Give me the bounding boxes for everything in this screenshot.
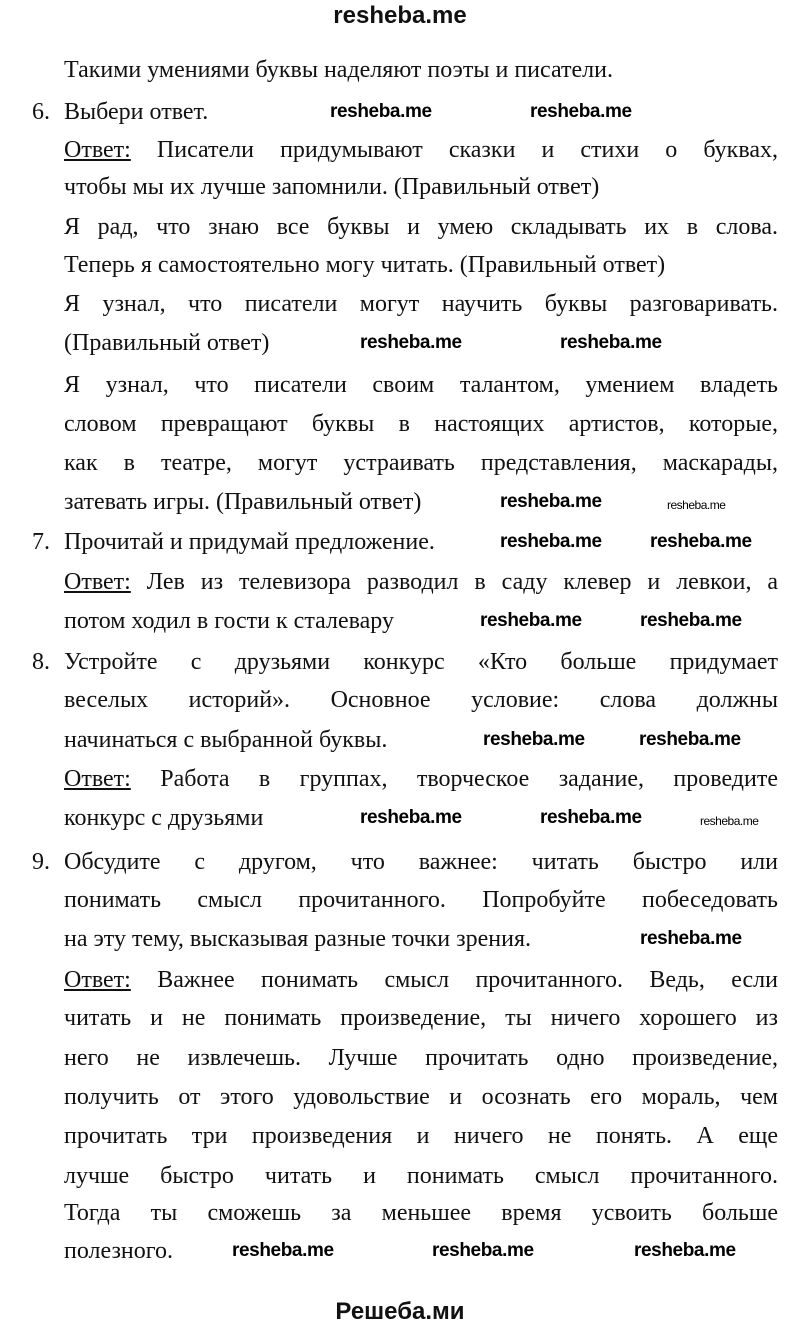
watermark: resheba.me <box>560 332 662 353</box>
watermark: resheba.me <box>432 1240 534 1261</box>
answer-line: конкурс с друзьями <box>64 805 264 831</box>
task-question: Прочитай и придумай предложение. <box>64 529 435 555</box>
answer-text: Важнее понимать смысл прочитанного. Ведь, если <box>157 967 778 993</box>
task-number: 8. <box>32 649 50 675</box>
answer-label: Ответ: <box>64 137 131 163</box>
answer-line: словом превращают буквы в настоящих артистов, которые, <box>64 411 778 437</box>
answer-line <box>64 765 778 793</box>
task-question: понимать смысл прочитанного. Попробуйте побеседовать <box>64 887 778 913</box>
answer-line: (Правильный ответ) <box>64 330 270 356</box>
watermark: resheba.me <box>500 531 602 552</box>
watermark: resheba.me <box>700 814 759 828</box>
watermark: resheba.me <box>360 332 462 353</box>
task-number: 7. <box>32 529 50 555</box>
answer-line: получить от этого удовольствие и осознать его мораль, чем <box>64 1084 778 1110</box>
watermark: resheba.me <box>640 610 742 631</box>
answer-line: как в театре, могут устраивать представления, маскарады, <box>64 450 778 476</box>
answer-line <box>64 966 778 994</box>
site-header: resheba.me <box>333 2 467 29</box>
watermark: resheba.me <box>640 928 742 949</box>
intro-line: Такими умениями буквы наделяют поэты и писатели. <box>64 57 613 83</box>
answer-line <box>64 568 778 596</box>
watermark: resheba.me <box>483 729 585 750</box>
answer-line: читать и не понимать произведение, ты ничего хорошего из <box>64 1005 778 1031</box>
task-question: Выбери ответ. <box>64 99 209 125</box>
answer-label: Ответ: <box>64 967 131 993</box>
answer-line: потом ходил в гости к сталевару <box>64 608 394 634</box>
task-question: Устройте с друзьями конкурс «Кто больше придумает <box>64 649 778 675</box>
answer-line: лучше быстро читать и понимать смысл прочитанного. <box>64 1163 778 1189</box>
answer-line: Я рад, что знаю все буквы и умею складывать их в слова. <box>64 214 778 240</box>
answer-label: Ответ: <box>64 766 131 792</box>
answer-line: Я узнал, что писатели своим талантом, умением владеть <box>64 372 778 398</box>
watermark: resheba.me <box>360 807 462 828</box>
watermark: resheba.me <box>667 498 726 512</box>
watermark: resheba.me <box>330 101 432 122</box>
answer-line: Тогда ты сможешь за меньшее время усвоить больше <box>64 1200 778 1226</box>
answer-label: Ответ: <box>64 569 131 595</box>
task-question: начинаться с выбранной буквы. <box>64 727 388 753</box>
watermark: resheba.me <box>480 610 582 631</box>
answer-line: затевать игры. (Правильный ответ) <box>64 489 422 515</box>
task-number: 9. <box>32 849 50 875</box>
task-question: Обсудите с другом, что важнее: читать быстро или <box>64 849 778 875</box>
task-question: на эту тему, высказывая разные точки зрения. <box>64 926 532 952</box>
task-question: веселых историй». Основное условие: слова должны <box>64 687 778 713</box>
answer-line: Теперь я самостоятельно могу читать. (Правильный ответ) <box>64 252 666 278</box>
answer-line: полезного. <box>64 1238 174 1264</box>
answer-line: него не извлечешь. Лучше прочитать одно произведение, <box>64 1045 778 1071</box>
watermark: resheba.me <box>500 491 602 512</box>
answer-line: Я узнал, что писатели могут научить буквы разговаривать. <box>64 291 778 317</box>
site-footer: Решеба.ми <box>335 1298 465 1325</box>
answer-line: прочитать три произведения и ничего не понять. А еще <box>64 1123 778 1149</box>
answer-text: Лев из телевизора разводил в саду клевер и левкои, а <box>146 569 779 595</box>
answer-text: Работа в группах, творческое задание, проведите <box>160 766 778 792</box>
watermark: resheba.me <box>530 101 632 122</box>
answer-text: Писатели придумывают сказки и стихи о буквах, <box>156 137 778 163</box>
answer-line <box>64 136 778 164</box>
watermark: resheba.me <box>634 1240 736 1261</box>
task-number: 6. <box>32 99 50 125</box>
answer-line: чтобы мы их лучше запомнили. (Правильный ответ) <box>64 174 600 200</box>
watermark: resheba.me <box>232 1240 334 1261</box>
watermark: resheba.me <box>650 531 752 552</box>
watermark: resheba.me <box>639 729 741 750</box>
watermark: resheba.me <box>540 807 642 828</box>
